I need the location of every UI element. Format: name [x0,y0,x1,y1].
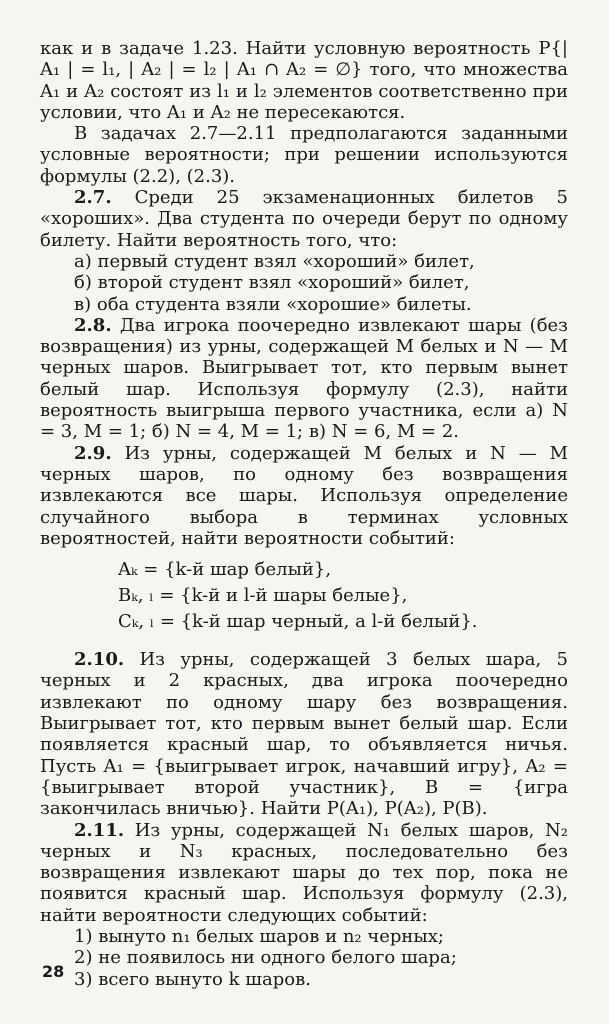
list-item: б) второй студент взял «хороший» билет, [74,272,470,294]
problem-2-7-items [40,251,568,315]
problem-number: 2.7. [74,187,112,209]
problem-number: 2.8. [74,314,112,336]
problem-2-11 [40,820,568,926]
problem-number: 2.10. [74,649,125,671]
event-a: Aₖ = {k-й шар белый}, [118,559,332,581]
event-c: Cₖ, ₗ = {k-й шар черный, а l-й белый}. [118,611,478,633]
page-number: 28 [42,962,65,981]
problem-text: Из урны, содержащей N₁ белых шаров, N₂ черных и N₃ красных, последовательно без возвращения извлекают шары до тех пор, пока не появится красный шар. Используя формулу (2.3), найти вероятности следующих событий: [40,819,568,926]
event-b: Bₖ, ₗ = {k-й и l-й шары белые}, [118,585,408,607]
list-item: 3) всего вынуто k шаров. [74,968,311,990]
problem-2-7 [40,187,568,251]
list-item: а) первый студент взял «хороший» билет, [74,250,475,272]
list-item: 2) не появилось ни одного белого шара; [74,947,457,969]
problem-2-11-items [40,926,568,990]
problem-text: Из урны, содержащей M белых и N — M черных шаров, по одному без возвращения извлекаются все шары. Используя определение случайного выбора в терминах условных вероятностей, найти вероятности событий: [40,442,568,549]
problem-text: Два игрока поочередно извлекают шары (без возвращения) из урны, содержащей M белых и N — M черных шаров. Выигрывает тот, кто первым вынет белый шар. Используя формулу (2.3), найти вероятность выигрыша первого участника, если а) N = 3, M = 1; б) N = 4, M = 1; в) N = 6, M = 2. [40,314,568,443]
list-item: 1) вынуто n₁ белых шаров и n₂ черных; [74,925,444,947]
problem-number: 2.11. [74,819,125,841]
page-body [40,38,568,990]
problem-2-9-events [118,557,568,635]
problem-2-10 [40,649,568,819]
paragraph-intro: как и в задаче 1.23. Найти условную вероятность P{| A₁ | = l₁, | A₂ | = l₂ | A₁ ∩ A₂ = ∅} того, что множества A₁ и A₂ состоят из l₁ и l₂ элементов соответственно при условии, что A₁ и A₂ не пересекаются. [40,38,568,123]
problem-2-9 [40,443,568,549]
problem-2-8 [40,315,568,443]
problem-text: Из урны, содержащей 3 белых шара, 5 черных и 2 красных, два игрока поочередно извлекают по одному шару без возвращения. Выигрывает тот, кто первым вынет белый шар. Если появляется красный шар, то объявляется ничья. Пусть A₁ = {выигрывает игрок, начавший игру}, A₂ = {выигрывает второй участник}, B = {игра закончилась вничью}. Найти P(A₁), P(A₂), P(B). [40,649,568,820]
problem-number: 2.9. [74,442,112,464]
list-item: в) оба студента взяли «хорошие» билеты. [74,293,472,315]
paragraph-problems-note: В задачах 2.7—2.11 предполагаются заданными условные вероятности; при решении используются формулы (2.2), (2.3). [40,123,568,187]
problem-text: Среди 25 экзаменационных билетов 5 «хороших». Два студента по очереди берут по одному билету. Найти вероятность того, что: [40,187,568,251]
